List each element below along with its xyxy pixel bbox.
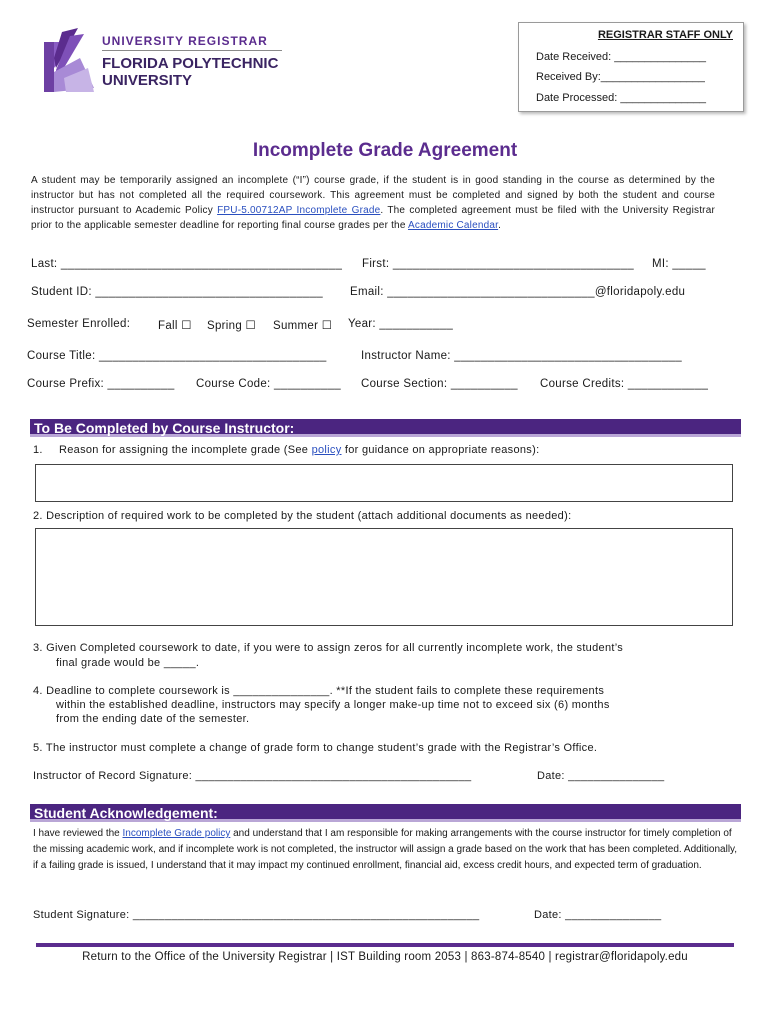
student-signature-field[interactable]: Student Signature: ______________________________________________________ (33, 909, 480, 921)
middle-initial-field[interactable]: MI: _____ (652, 258, 706, 270)
course-section-field[interactable]: Course Section: __________ (361, 378, 518, 390)
date-processed-field[interactable]: Date Processed: ______________ (536, 92, 707, 104)
student-section-heading: Student Acknowledgement: (30, 804, 741, 822)
footer-divider (36, 943, 734, 947)
final-grade-field[interactable]: final grade would be _____. (56, 657, 200, 669)
item4-text-line2: within the established deadline, instructors may specify a longer make-up time not to exceed six (6) months (56, 699, 610, 711)
required-work-textbox[interactable] (35, 528, 733, 626)
semester-enrolled-label: Semester Enrolled: (27, 318, 131, 330)
year-field[interactable]: Year: ___________ (348, 318, 454, 330)
logo-registrar-text: UNIVERSITY REGISTRAR (102, 34, 268, 48)
spring-checkbox[interactable]: Spring ☐ (207, 320, 257, 332)
item1-number: 1. (33, 444, 43, 456)
student-id-field[interactable]: Student ID: __________________________________ (31, 286, 323, 298)
date-received-field[interactable]: Date Received: _______________ (536, 51, 707, 63)
course-credits-field[interactable]: Course Credits: ____________ (540, 378, 709, 390)
reason-textbox[interactable] (35, 464, 733, 502)
logo-university-name: FLORIDA POLYTECHNIC (102, 55, 279, 72)
email-field[interactable]: Email: _______________________________@floridapoly.edu (350, 286, 686, 298)
instructor-name-field[interactable]: Instructor Name: __________________________________ (361, 350, 682, 362)
student-date-field[interactable]: Date: _______________ (534, 909, 662, 921)
incomplete-grade-policy-link[interactable]: Incomplete Grade policy (122, 828, 231, 839)
last-name-field[interactable]: Last: __________________________________________ (31, 258, 343, 270)
intro-paragraph: A student may be temporarily assigned an incomplete (“I”) course grade, if the student is in good standing in the course as determined by the instructor but has not completed all the required coursework. This agreement must be completed and signed by both the student and course instructor pursuant to Academic Policy FPU-5.00712AP Incomplete Grade. The completed agreement must be filed with the University Registrar prior to the applicable semester deadline for reporting final course grades per the Academic Calendar. (31, 175, 715, 231)
course-code-field[interactable]: Course Code: __________ (196, 378, 342, 390)
item4-text-line3: from the ending date of the semester. (56, 713, 250, 725)
item5-text: 5. The instructor must complete a change of grade form to change student’s grade with the Registrar’s Office. (33, 742, 598, 754)
university-logo (44, 28, 294, 92)
policy-guidance-link[interactable]: policy (311, 444, 342, 456)
logo-university-name-2: UNIVERSITY (102, 72, 193, 89)
logo-divider (102, 50, 282, 51)
instructor-signature-field[interactable]: Instructor of Record Signature: ___________________________________________ (33, 770, 472, 782)
item2-text: 2. Description of required work to be completed by the student (attach additional documents as needed): (33, 510, 572, 522)
item1-text: Reason for assigning the incomplete grade (See policy for guidance on appropriate reasons): (59, 444, 540, 456)
footer-contact: Return to the Office of the University Registrar | IST Building room 2053 | 863-874-8540 | registrar@floridapoly.edu (82, 951, 688, 963)
page-title: Incomplete Grade Agreement (252, 140, 518, 161)
received-by-field[interactable]: Received By:_________________ (536, 71, 705, 83)
registrar-staff-box (518, 22, 744, 112)
logo-mark-icon (44, 28, 96, 92)
first-name-field[interactable]: First: ____________________________________ (362, 258, 634, 270)
item4-text[interactable]: 4. Deadline to complete coursework is _______________. **If the student fails to complete these requirements (33, 685, 605, 697)
instructor-date-field[interactable]: Date: _______________ (537, 770, 665, 782)
course-prefix-field[interactable]: Course Prefix: __________ (27, 378, 175, 390)
staff-box-title: REGISTRAR STAFF ONLY (597, 29, 733, 41)
student-acknowledgement-text: I have reviewed the Incomplete Grade policy and understand that I am responsible for making arrangements with the course instructor for timely completion of the missing academic work, and if incomplete work is not completed, the instructor will assign a grade based on the work that has been completed. Additionally, if a failing grade is issued, I understand that it may impact my continued enrollment, financial aid, excess credit hours, and expected term of graduation. (33, 828, 738, 871)
instructor-section-heading: To Be Completed by Course Instructor: (30, 419, 741, 437)
item3-text: 3. Given Completed coursework to date, if you were to assign zeros for all currently incomplete work, the student’s (33, 642, 624, 654)
summer-checkbox[interactable]: Summer ☐ (273, 320, 333, 332)
course-title-field[interactable]: Course Title: __________________________________ (27, 350, 327, 362)
policy-link[interactable]: FPU-5.00712AP Incomplete Grade (217, 205, 381, 216)
fall-checkbox[interactable]: Fall ☐ (158, 320, 192, 332)
academic-calendar-link[interactable]: Academic Calendar (408, 220, 499, 231)
